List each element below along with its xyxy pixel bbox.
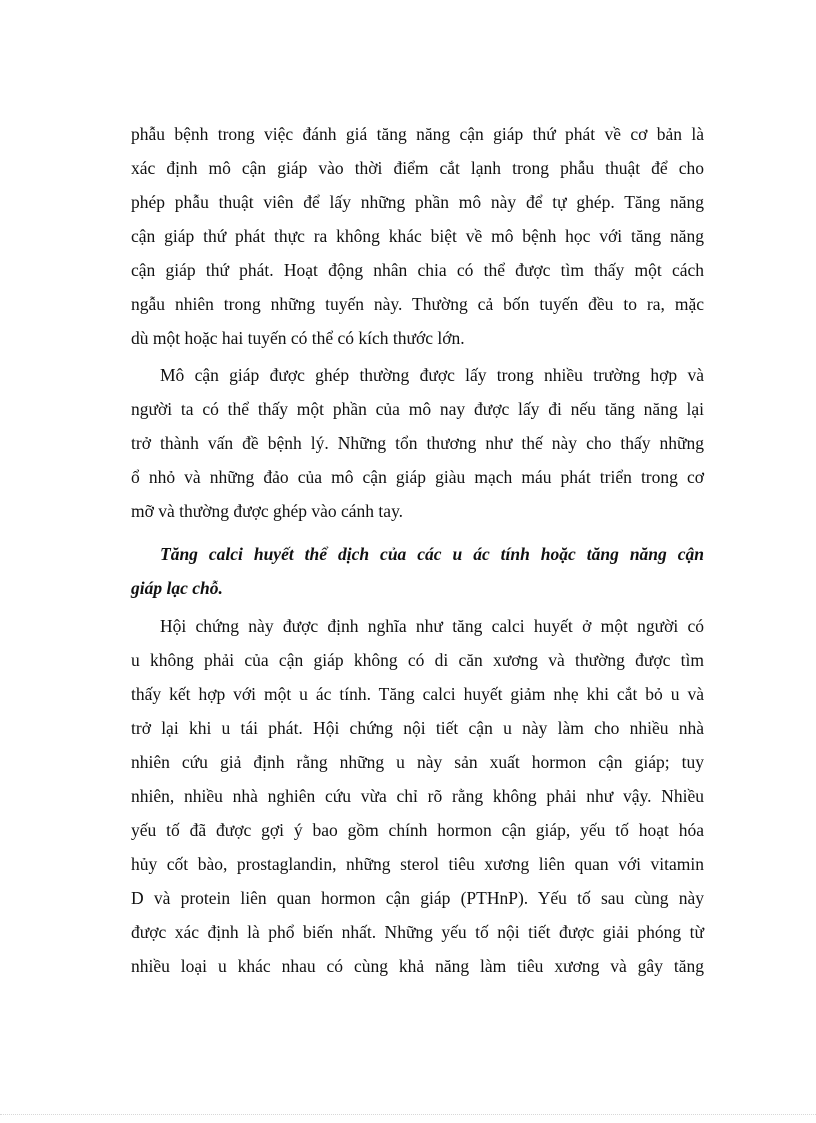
text-line: nhiên, nhiều nhà nghiên cứu vừa chỉ rõ rằng không phải như vậy. Nhiều [131,786,704,806]
text-line: Mô cận giáp được ghép thường được lấy trong nhiều trường hợp và [160,365,704,385]
text-line: ngẫu nhiên trong những tuyến này. Thường cả bốn tuyến đều to ra, mặc [131,294,704,314]
section-heading [131,537,704,605]
heading-line: giáp lạc chỗ. [131,578,223,598]
text-line: ổ nhỏ và những đảo của mô cận giáp giàu mạch máu phát triển trong cơ [131,467,704,487]
text-line: hủy cốt bào, prostaglandin, những sterol tiêu xương liên quan với vitamin [131,854,704,874]
paragraph-1 [131,117,704,355]
text-line: được xác định là phổ biến nhất. Những yếu tố nội tiết được giải phóng từ [131,922,704,942]
text-line: nhiều loại u khác nhau có cùng khả năng làm tiêu xương và gây tăng [131,956,704,976]
text-line: phẫu bệnh trong việc đánh giá tăng năng cận giáp thứ phát về cơ bản là [131,124,704,144]
text-line: D và protein liên quan hormon cận giáp (PTHnP). Yếu tố sau cùng này [131,888,704,908]
text-line: xác định mô cận giáp vào thời điểm cắt lạnh trong phẫu thuật để cho [131,158,704,178]
text-line: người ta có thể thấy một phần của mô nay được lấy đi nếu tăng năng lại [131,399,704,419]
text-line: mỡ và thường được ghép vào cánh tay. [131,501,404,521]
text-line: thấy kết hợp với một u ác tính. Tăng calci huyết giảm nhẹ khi cắt bỏ u và [131,684,704,704]
text-line: Hội chứng này được định nghĩa như tăng calci huyết ở một người có [160,616,704,636]
text-line: phép phẫu thuật viên để lấy những phần mô này để tự ghép. Tăng năng [131,192,704,212]
text-line: trở lại khi u tái phát. Hội chứng nội tiết cận u này làm cho nhiều nhà [131,718,704,738]
text-line: u không phải của cận giáp không có di căn xương và thường được tìm [131,650,704,670]
paragraph-2 [131,358,704,528]
text-line: dù một hoặc hai tuyến có thể có kích thước lớn. [131,328,465,348]
text-line: cận giáp thứ phát thực ra không khác biệt về mô bệnh học với tăng năng [131,226,704,246]
text-line: yếu tố đã được gợi ý bao gồm chính hormon cận giáp, yếu tố hoạt hóa [131,820,704,840]
text-line: nhiên cứu giả định rằng những u này sản xuất hormon cận giáp; tuy [131,752,704,772]
text-line: cận giáp thứ phát. Hoạt động nhân chia có thể được tìm thấy một cách [131,260,704,280]
heading-line: Tăng calci huyết thể dịch của các u ác tính hoặc tăng năng cận [160,544,704,564]
paragraph-3 [131,609,704,983]
text-line: trở thành vấn đề bệnh lý. Những tổn thương như thế này cho thấy những [131,433,704,453]
page-bottom-divider [0,1114,816,1115]
